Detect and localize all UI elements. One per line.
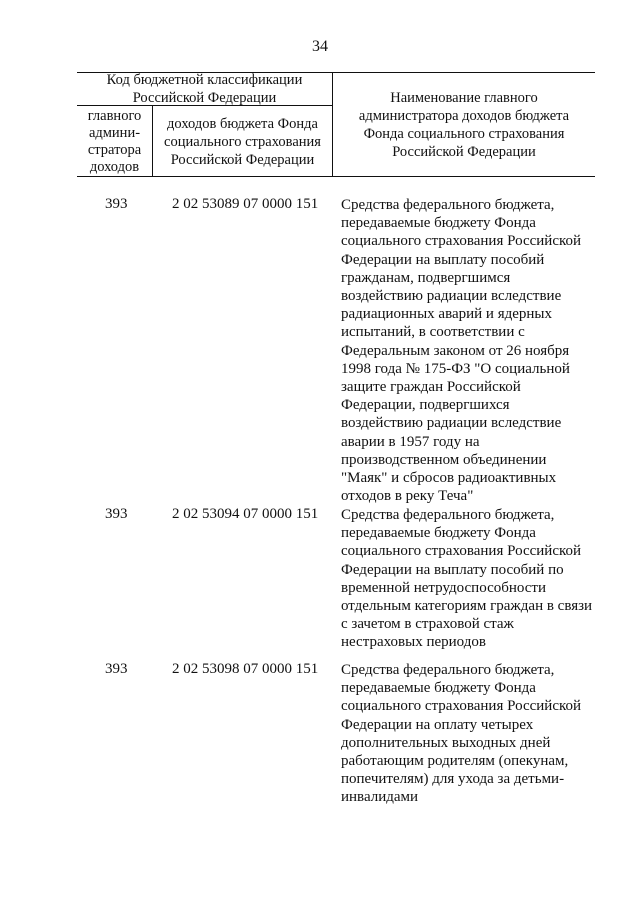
admin-code: 393 <box>105 661 128 677</box>
header-admin-line: доходов <box>89 158 140 175</box>
description-line: Средства федерального бюджета, <box>341 662 555 678</box>
description-line: Средства федерального бюджета, <box>341 197 555 213</box>
header-name-line: Наименование главного <box>390 89 538 106</box>
description-line: Федерации, подвергшихся <box>341 397 510 414</box>
description-line: социального страхования Российской <box>341 543 582 560</box>
row-description <box>341 661 603 807</box>
header-revenue-line: социального страхования <box>164 133 321 150</box>
header-admin-line: главного <box>87 107 142 124</box>
header-name-column <box>333 72 595 177</box>
description-line: Средства федерального бюджета, <box>341 507 555 523</box>
admin-code: 393 <box>105 506 128 522</box>
description-line: нестраховых периодов <box>341 634 486 651</box>
description-line: передаваемые бюджету Фонда <box>341 525 536 542</box>
row-description <box>341 506 603 652</box>
header-admin-line: стратора <box>87 141 142 158</box>
row-description <box>341 196 603 505</box>
budget-code: 2 02 53098 07 0000 151 <box>172 661 319 677</box>
description-line: отходов в реку Теча" <box>341 488 474 505</box>
description-line: воздействию радиации вследствие <box>341 288 562 305</box>
description-line: гражданам, подвергшимся <box>341 269 511 286</box>
header-admin-line: админи- <box>88 124 141 141</box>
header-name-line: Российской Федерации <box>392 143 536 160</box>
header-name-line: администратора доходов бюджета <box>358 107 570 124</box>
header-code-group-line: Российской Федерации <box>132 89 277 106</box>
budget-code: 2 02 53089 07 0000 151 <box>172 196 319 212</box>
description-line: дополнительных выходных дней <box>341 734 551 751</box>
description-line: временной нетрудоспособности <box>341 579 546 596</box>
description-line: 1998 года № 175-ФЗ "О социальной <box>341 360 570 377</box>
description-line: защите граждан Российской <box>341 379 521 396</box>
description-line: с зачетом в страховой стаж <box>341 616 514 633</box>
description-line: аварии в 1957 году на <box>341 433 480 450</box>
description-line: Федерации на выплату пособий <box>341 251 545 268</box>
table-header <box>77 72 595 177</box>
description-line: отдельным категориям граждан в связи <box>341 598 593 615</box>
description-line: производственном объединении <box>341 451 547 468</box>
description-line: испытаний, в соответствии с <box>341 324 525 341</box>
description-line: радиационных аварий и ядерных <box>341 306 552 323</box>
header-name-line: Фонда социального страхования <box>363 125 565 142</box>
header-code-group-line: Код бюджетной классификации <box>106 71 303 88</box>
description-line: социального страхования Российской <box>341 698 582 715</box>
header-code-group <box>77 72 333 106</box>
description-line: Федерации на оплату четырех <box>341 716 534 733</box>
description-line: попечителям) для ухода за детьми- <box>341 771 565 788</box>
description-line: воздействию радиации вследствие <box>341 415 562 432</box>
page-number: 34 <box>312 38 328 55</box>
description-line: работающим родителям (опекунам, <box>341 753 569 770</box>
header-revenue-column <box>153 106 333 177</box>
description-line: передаваемые бюджету Фонда <box>341 215 536 232</box>
description-line: социального страхования Российской <box>341 233 582 250</box>
description-line: передаваемые бюджету Фонда <box>341 680 536 697</box>
header-bottom-border <box>77 176 595 177</box>
description-line: Федерации на выплату пособий по <box>341 561 564 578</box>
description-line: "Маяк" и сбросов радиоактивных <box>341 470 557 487</box>
description-line: инвалидами <box>341 789 419 806</box>
header-revenue-line: доходов бюджета Фонда <box>167 115 318 132</box>
header-revenue-line: Российской Федерации <box>170 151 315 168</box>
description-line: Федеральным законом от 26 ноября <box>341 342 570 359</box>
admin-code: 393 <box>105 196 128 212</box>
budget-code: 2 02 53094 07 0000 151 <box>172 506 319 522</box>
header-admin-column <box>77 106 153 177</box>
